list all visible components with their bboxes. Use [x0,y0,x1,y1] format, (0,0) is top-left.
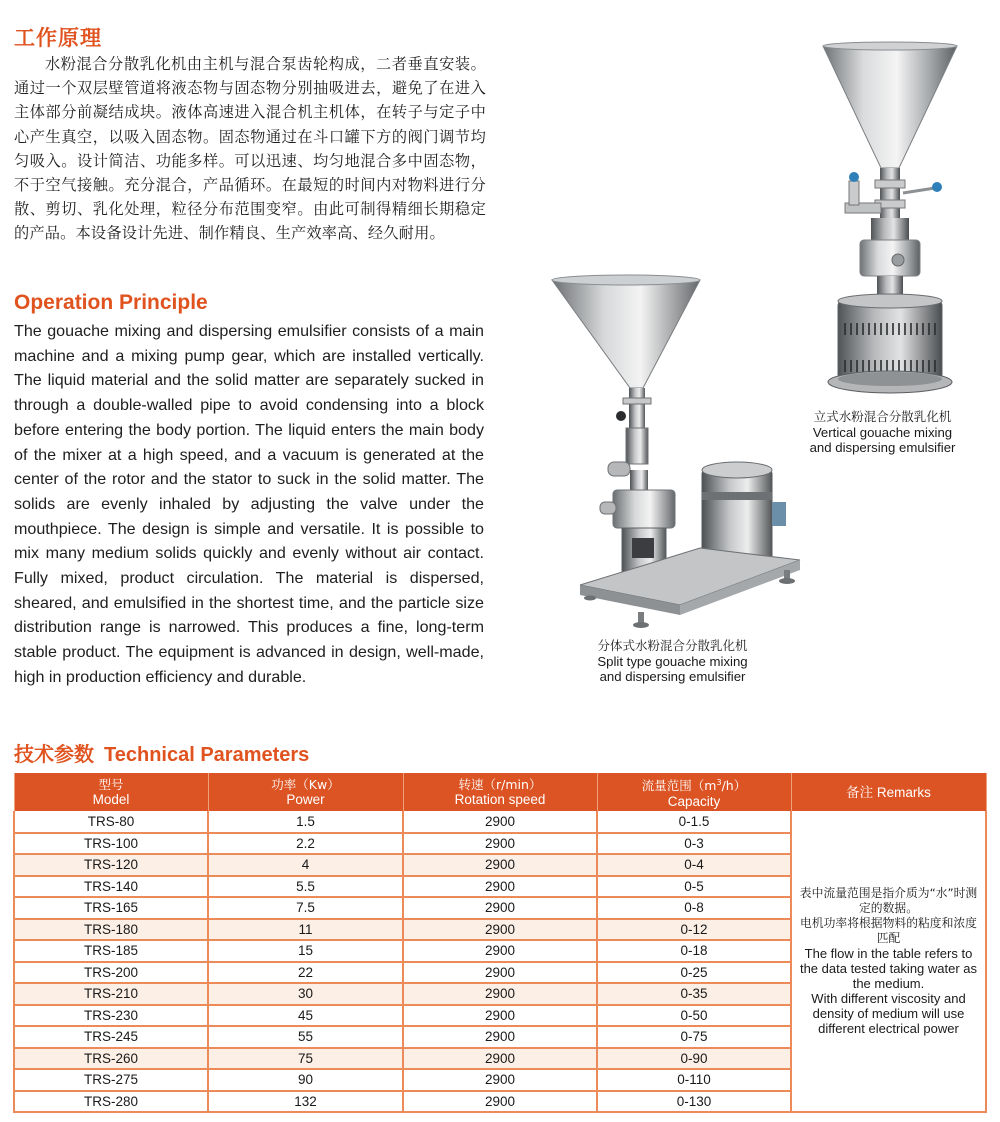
cell-speed: 2900 [403,1005,597,1027]
capacity-unit-suffix: /h） [721,778,747,794]
cell-model: TRS-80 [14,811,208,833]
operation-principle-body: The gouache mixing and dispersing emulsifier consists of a main machine and a mixing pump gear, which are installed vertically. The liquid material and the solid matter are separately sucked in through a double-walled pipe to avoid condensing into a block before entering the body portion. The liquid enters the main body of the mixer at a high speed, and a vacuum is generated at the center of the rotor and the stator to suck in the solid matter. The solids are evenly inhaled by adjusting the valve under the mouthpiece. The design is simple and versatile. It is possible to mix many medium solids quickly and evenly without air contact. Fully mixed, product circulation. The material is dispersed, sheared, and emulsified in the shortest time, and the particle size distribution range is narrowed. This produces a fine, long-term stable product. The equipment is advanced in design, well-made, high in production efficiency and durable. [14,322,484,686]
vertical-emulsifier-caption [790,409,975,456]
cell-capacity: 0-110 [597,1069,791,1091]
cell-capacity: 0-12 [597,919,791,941]
cell-power: 4 [208,854,403,876]
cell-speed: 2900 [403,876,597,898]
cell-model: TRS-245 [14,1026,208,1048]
cell-power: 75 [208,1048,403,1070]
header-capacity-cn [598,775,791,793]
remarks-en-1: The flow in the table refers to the data tested taking water as the medium. [799,946,978,991]
header-model-cn: 型号 [98,777,124,792]
cell-power: 2.2 [208,833,403,855]
vertical-emulsifier-image [815,38,965,398]
cell-power: 1.5 [208,811,403,833]
header-power-en: Power [286,792,325,807]
cell-capacity: 0-8 [597,897,791,919]
caption-en-line1: Split type gouache mixing [597,653,748,669]
cell-power: 90 [208,1069,403,1091]
cell-power: 22 [208,962,403,984]
cell-capacity: 0-25 [597,962,791,984]
cell-speed: 2900 [403,811,597,833]
header-speed-cn: 转速（r/min） [458,777,542,792]
cell-power: 15 [208,940,403,962]
capacity-unit-sup: 3 [716,778,722,788]
cell-model: TRS-100 [14,833,208,855]
header-speed-en: Rotation speed [454,792,546,807]
remarks-cell [791,811,986,1112]
section-title-cn: 技术参数 [14,742,94,766]
header-capacity [597,773,791,811]
cell-power: 5.5 [208,876,403,898]
table-row [14,811,986,833]
header-remarks [791,773,986,811]
remarks-cn-2: 电机功率将根据物料的粘度和浓度匹配 [800,916,977,945]
technical-parameters-title [14,738,309,767]
caption-cn: 分体式水粉混合分散乳化机 [597,638,748,653]
cell-capacity: 0-130 [597,1091,791,1113]
cell-capacity: 0-75 [597,1026,791,1048]
cell-speed: 2900 [403,983,597,1005]
cell-speed: 2900 [403,1048,597,1070]
cell-capacity: 0-18 [597,940,791,962]
cell-power: 132 [208,1091,403,1113]
cell-power: 11 [208,919,403,941]
cell-speed: 2900 [403,1091,597,1113]
cell-capacity: 0-90 [597,1048,791,1070]
cell-model: TRS-165 [14,897,208,919]
header-remarks-label: 备注 Remarks [846,784,931,800]
split-emulsifier-image [550,270,805,630]
remarks-en-2: With different viscosity and density of medium will use different electrical power [811,991,966,1036]
cell-power: 45 [208,1005,403,1027]
header-rotation-speed [403,773,597,811]
working-principle-title: 工作原理 [14,26,102,50]
header-model-en: Model [92,792,130,807]
cell-model: TRS-230 [14,1005,208,1027]
operation-principle-title: Operation Principle [14,291,208,314]
cell-power: 7.5 [208,897,403,919]
cell-speed: 2900 [403,833,597,855]
split-emulsifier-caption [580,638,765,685]
cell-model: TRS-280 [14,1091,208,1113]
cell-speed: 2900 [403,1069,597,1091]
header-power [208,773,403,811]
cell-model: TRS-140 [14,876,208,898]
cell-speed: 2900 [403,919,597,941]
header-power-cn: 功率（Kw） [271,777,340,792]
cell-capacity: 0-1.5 [597,811,791,833]
section-title-en: Technical Parameters [104,744,310,766]
cell-capacity: 0-3 [597,833,791,855]
cell-model: TRS-185 [14,940,208,962]
cell-model: TRS-260 [14,1048,208,1070]
caption-en-line2: and dispersing emulsifier [599,669,746,684]
capacity-unit-prefix: 流量范围（m [641,778,717,794]
technical-parameters-table [13,773,987,1113]
remarks-cn-1: 表中流量范围是指介质为“水”时测定的数据。 [799,886,978,915]
table-header-row [14,773,986,811]
cell-model: TRS-200 [14,962,208,984]
cell-power: 30 [208,983,403,1005]
cell-speed: 2900 [403,962,597,984]
cell-model: TRS-180 [14,919,208,941]
cell-model: TRS-120 [14,854,208,876]
cell-model: TRS-275 [14,1069,208,1091]
cell-model: TRS-210 [14,983,208,1005]
header-capacity-en: Capacity [667,793,721,809]
working-principle-body: 水粉混合分散乳化机由主机与混合泵齿轮构成，二者垂直安装。通过一个双层壁管道将液态物与固态物分别抽吸进去，避免了在进入主体部分前凝结成块。液体高速进入混合机主机体，在转子与定子中心产生真空，以吸入固态物。固态物通过在斗口罐下方的阀门调节均匀吸入。设计简洁、功能多样。可以迅速、均匀地混合多中固态物，不于空气接触。充分混合，产品循环。在最短的时间内对物料进行分散、剪切、乳化处理，粒径分布范围变窄。由此可制得精细长期稳定的产品。本设备设计先进、制作精良、生产效率高、经久耐用。 [14,55,486,243]
cell-speed: 2900 [403,1026,597,1048]
header-model [14,773,208,811]
cell-speed: 2900 [403,940,597,962]
cell-speed: 2900 [403,854,597,876]
cell-capacity: 0-4 [597,854,791,876]
cell-power: 55 [208,1026,403,1048]
cell-speed: 2900 [403,897,597,919]
cell-capacity: 0-5 [597,876,791,898]
cell-capacity: 0-35 [597,983,791,1005]
caption-cn: 立式水粉混合分散乳化机 [813,409,952,424]
cell-capacity: 0-50 [597,1005,791,1027]
caption-en-line1: Vertical gouache mixing [812,424,953,440]
caption-en-line2: and dispersing emulsifier [809,440,956,455]
